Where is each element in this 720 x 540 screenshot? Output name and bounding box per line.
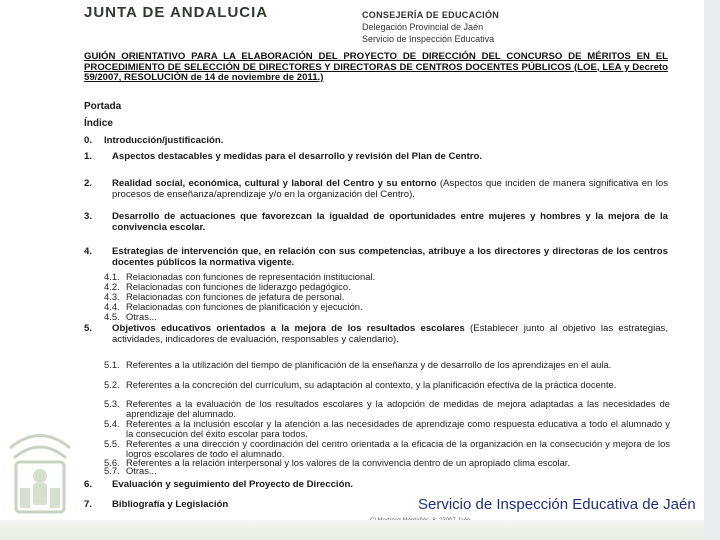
toc-number: 2. xyxy=(84,178,93,189)
sub-number: 5.2. xyxy=(104,379,120,390)
portada-label: Portada xyxy=(84,101,122,112)
overlay-caption: Servicio de Inspección Educativa de Jaén xyxy=(418,496,696,513)
toc-heading: Evaluación y seguimiento del Proyecto de Dirección. xyxy=(112,479,353,490)
toc-number: 3. xyxy=(84,211,93,222)
sub-number: 5.5. xyxy=(104,438,120,449)
junta-emblem-icon xyxy=(0,418,80,522)
toc-number: 7. xyxy=(84,499,93,510)
sub-number: 5.4. xyxy=(104,418,120,429)
toc-heading: Bibliografía y Legislación xyxy=(112,499,229,510)
sub-text: Referentes a la utilización del tiempo de planificación de la enseñanza y de desarrollo de los aprendizajes en el aula. xyxy=(126,359,612,370)
document-title xyxy=(84,52,668,84)
sub-number: 4.3. xyxy=(104,291,120,302)
delegation-name: Delegación Provincial de Jaén xyxy=(362,22,484,32)
sub-number: 5.6. xyxy=(104,457,120,468)
department-block xyxy=(362,9,499,45)
department-name: CONSEJERÍA DE EDUCACIÓN xyxy=(362,10,500,20)
toc-number: 5. xyxy=(84,323,93,334)
toc-heading: Objetivos educativos orientados a la mejora de los resultados escolares xyxy=(112,323,465,334)
sub-text: Referentes a la concreción del currículum, su adaptación al contexto, y la planificación efectiva de la práctica docente. xyxy=(126,379,617,390)
sub-text: Otras... xyxy=(126,465,157,476)
sub-text: Relacionadas con funciones de liderazgo pedagógico. xyxy=(126,281,351,292)
toc-detail: (Aspectos que inciden de manera significativa en los procesos de enseñanza/aprendizaje y/o en la organización del Centro). xyxy=(112,178,668,200)
toc-heading: Aspectos destacables y medidas para el desarrollo y revisión del Plan de Centro. xyxy=(112,151,483,162)
sub-text: Relacionadas con funciones de planificación y ejecución. xyxy=(126,301,363,312)
toc-number: 1. xyxy=(84,151,93,162)
toc-number: 6. xyxy=(84,479,93,490)
toc-heading: Realidad social, económica, cultural y laboral del Centro y su entorno xyxy=(112,178,437,189)
right-edge-strip xyxy=(704,0,720,540)
toc-detail: (Establecer junto al objetivo las estrategias, actividades, indicadores de evaluación, responsables y calendario). xyxy=(112,323,668,345)
sub-number: 4.1. xyxy=(104,271,120,282)
sub-text: Referentes a la evaluación de los resultados escolares y la adopción de medidas de mejora adaptadas a las necesidades de aprendizaje del alumnado. xyxy=(126,398,670,420)
sub-text: Referentes a la inclusión escolar y la atención a las necesidades de aprendizaje como respuesta educativa a todo el alumnado y la consecución del éxito escolar para todos. xyxy=(126,418,670,440)
sub-text: Otras... xyxy=(126,311,157,322)
bottom-band xyxy=(0,520,720,540)
sub-text: Relacionadas con funciones de jefatura de personal. xyxy=(126,291,345,302)
toc-heading: Estrategias de intervención que, en relación con sus competencias, atribuye a los directores y directoras de los centros docentes públicos la normativa vigente. xyxy=(112,246,668,268)
sub-number: 4.2. xyxy=(104,281,120,292)
indice-label: Índice xyxy=(84,118,113,129)
sub-number: 4.5. xyxy=(104,311,120,322)
toc-number: 0. xyxy=(84,135,93,146)
service-name: Servicio de Inspección Educativa xyxy=(362,34,495,44)
toc-heading: Desarrollo de actuaciones que favorezcan la igualdad de oportunidades entre mujeres y hombres y la mejora de la convivencia escolar. xyxy=(112,211,668,233)
document-title-text: GUIÓN ORIENTATIVO PARA LA ELABORACIÓN DEL PROYECTO DE DIRECCIÓN DEL CONCURSO DE MÉRITOS EN EL PROCEDIMIENTO DE SELECCIÓN DE DIRECTORES Y DIRECTORAS DE CENTROS DOCENTES PÚBLICOS (LOE, LEA y Decreto 59/2007, RESOLUCIÓN de 14 de noviembre de 2011.) xyxy=(84,51,668,83)
toc-heading: Introducción/justificación. xyxy=(104,135,224,146)
org-logo-text: JUNTA DE ANDALUCIA xyxy=(84,4,269,21)
sub-number: 5.7. xyxy=(104,465,120,476)
sub-text: Relacionadas con funciones de representación institucional. xyxy=(126,271,376,282)
sub-number: 4.4. xyxy=(104,301,120,312)
sub-number: 5.3. xyxy=(104,398,120,409)
sub-text: Referentes a la relación interpersonal y los valores de la convivencia dentro de un apropiado clima escolar. xyxy=(126,457,571,468)
sub-text: Referentes a una dirección y coordinación del centro orientada a la eficacia de la organización en la consecución y mejora de los logros escolares de todo el alumnado. xyxy=(126,438,670,460)
toc-number: 4. xyxy=(84,246,93,257)
sub-number: 5.1. xyxy=(104,359,120,370)
